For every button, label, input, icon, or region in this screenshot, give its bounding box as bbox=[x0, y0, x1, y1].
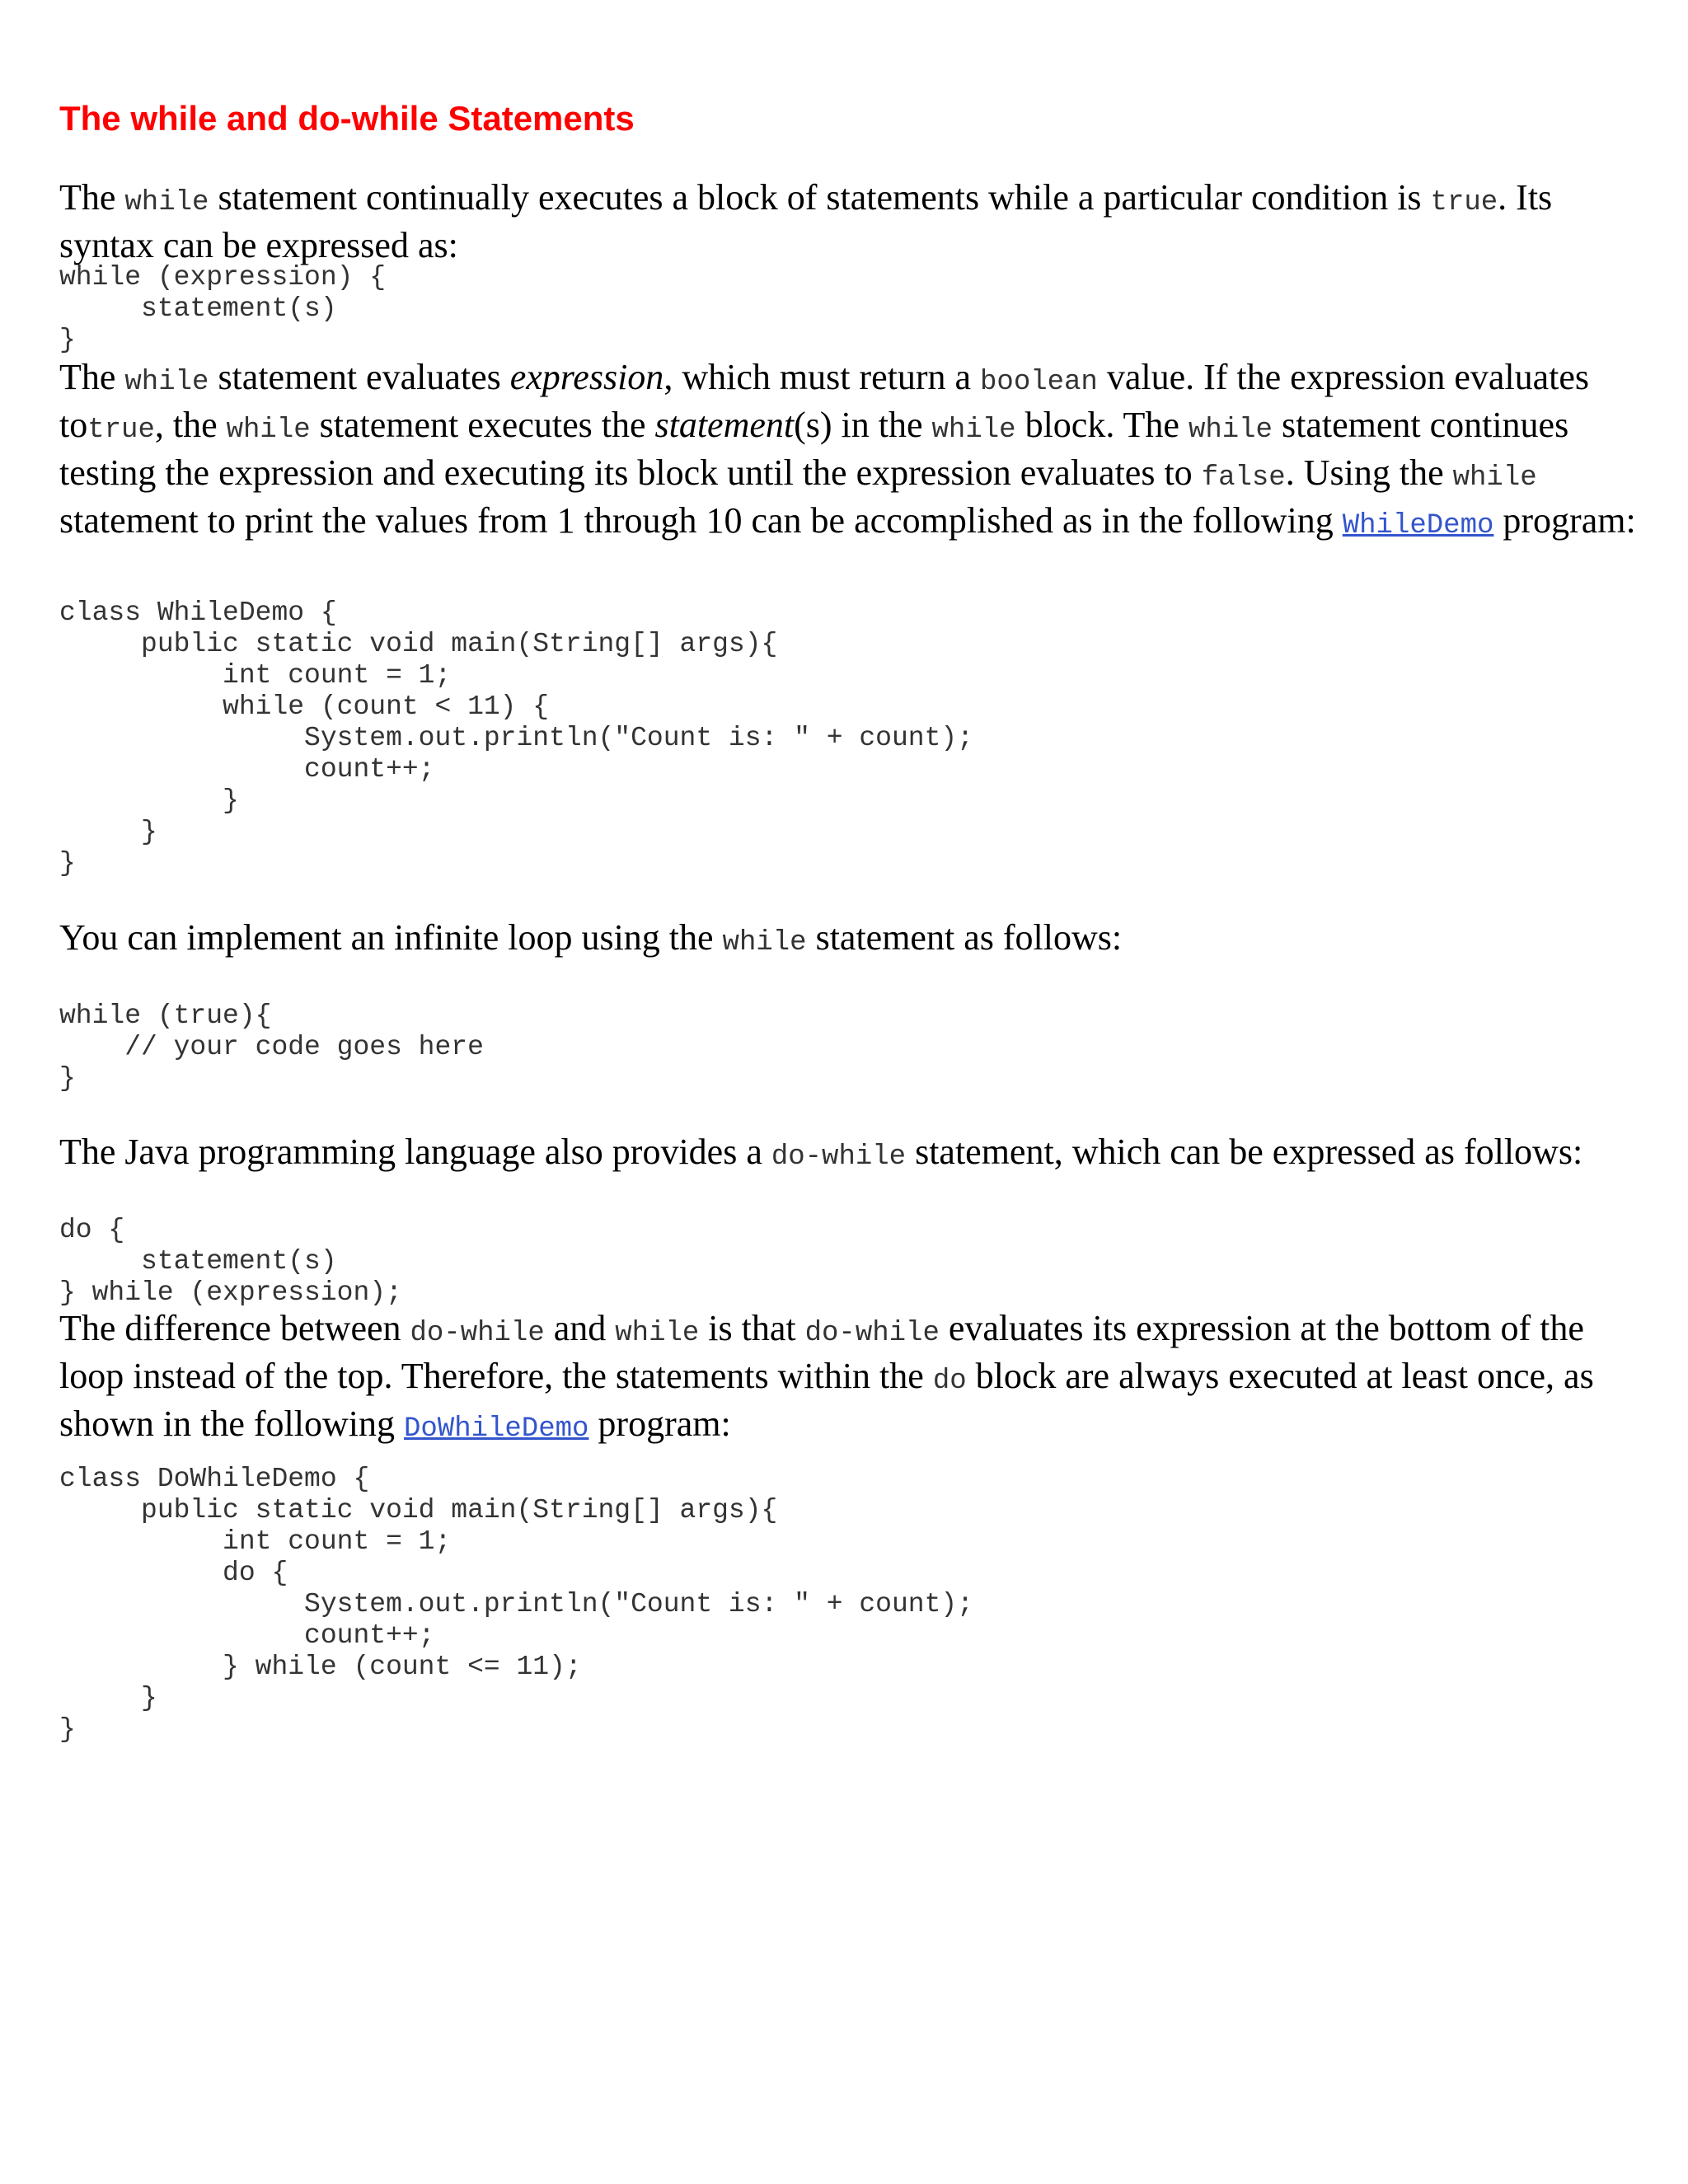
inline-code: while bbox=[722, 927, 807, 958]
text: evaluates its expression at the bottom of the loop instead of the top. Therefore, the statements within the bbox=[59, 1308, 1584, 1396]
inline-code: false bbox=[1201, 462, 1286, 494]
text: block. The bbox=[1015, 405, 1189, 445]
text: The bbox=[59, 357, 125, 397]
while-explanation-paragraph bbox=[59, 356, 1642, 547]
inline-code: while bbox=[931, 415, 1016, 446]
inline-code: true bbox=[1430, 187, 1498, 218]
do-while-syntax-code: do { statement(s) } while (expression); bbox=[59, 1215, 402, 1308]
text: The difference between bbox=[59, 1308, 410, 1348]
intro-paragraph bbox=[59, 176, 1642, 267]
inline-code: while bbox=[1452, 462, 1537, 494]
emphasis: statement bbox=[654, 405, 795, 445]
inline-code: do bbox=[932, 1366, 967, 1397]
inline-code: do-while bbox=[410, 1318, 545, 1349]
whiledemo-link[interactable]: WhileDemo bbox=[1342, 510, 1494, 541]
text: statement to print the values from 1 through 10 can be accomplished as in the following bbox=[59, 500, 1343, 541]
text: , the bbox=[154, 405, 227, 445]
inline-code: true bbox=[87, 415, 155, 446]
emphasis: expression bbox=[509, 357, 664, 397]
text: , which must return a bbox=[663, 357, 981, 397]
text: statement as follows: bbox=[806, 917, 1123, 958]
text: You can implement an infinite loop using the bbox=[59, 917, 723, 958]
text: . Its syntax can be expressed as: bbox=[59, 177, 1553, 265]
inline-code: while bbox=[124, 367, 209, 398]
text: The bbox=[59, 177, 125, 218]
text: statement, which can be expressed as follows: bbox=[906, 1132, 1583, 1172]
difference-paragraph bbox=[59, 1307, 1642, 1451]
text: statement evaluates bbox=[209, 357, 510, 397]
text: The Java programming language also provides a bbox=[59, 1132, 771, 1172]
page-title: The while and do-while Statements bbox=[59, 99, 635, 138]
text: statement continually executes a block of statements while a particular condition is bbox=[209, 177, 1431, 218]
text: program: bbox=[588, 1404, 731, 1444]
text: program: bbox=[1493, 500, 1636, 541]
text: statement executes the bbox=[310, 405, 655, 445]
inline-code: while bbox=[615, 1318, 700, 1349]
infinite-loop-paragraph bbox=[59, 916, 1642, 964]
text: is that bbox=[699, 1308, 805, 1348]
infinite-loop-code: while (true){ // your code goes here } bbox=[59, 1001, 484, 1094]
text: and bbox=[544, 1308, 616, 1348]
inline-code: while bbox=[124, 187, 209, 218]
text: . Using the bbox=[1285, 452, 1453, 493]
text: value. If the expression evaluates to bbox=[59, 357, 1590, 445]
inline-code: do-while bbox=[804, 1318, 940, 1349]
whiledemo-code: class WhileDemo { public static void main(String[] args){ int count = 1; while (count < 11) { System.out.println("Count is: " + count); count++; } } } bbox=[59, 598, 973, 879]
inline-code: boolean bbox=[980, 367, 1098, 398]
do-while-intro-paragraph bbox=[59, 1131, 1642, 1179]
inline-code: while bbox=[226, 415, 311, 446]
text: block are always executed at least once, as shown in the following bbox=[59, 1356, 1594, 1444]
dowhiledemo-code: class DoWhileDemo { public static void main(String[] args){ int count = 1; do { System.out.println("Count is: " + count); count++; } while (count <= 11); } } bbox=[59, 1464, 973, 1745]
text: statement continues testing the expression and executing its block until the expression evaluates to bbox=[59, 405, 1569, 493]
inline-code: do-while bbox=[771, 1141, 907, 1173]
text: (s) in the bbox=[794, 405, 932, 445]
dowhiledemo-link[interactable]: DoWhileDemo bbox=[403, 1413, 589, 1445]
while-syntax-code: while (expression) { statement(s) } bbox=[59, 262, 387, 355]
inline-code: while bbox=[1188, 415, 1273, 446]
